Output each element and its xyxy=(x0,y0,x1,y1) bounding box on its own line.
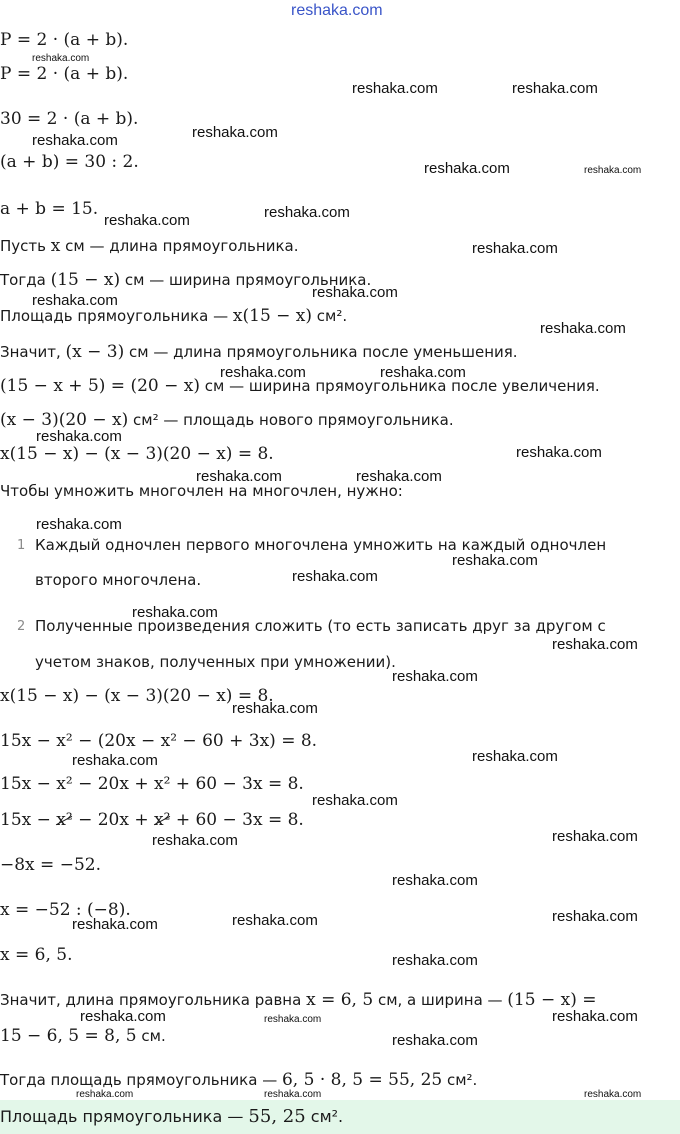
text: Тогда xyxy=(0,271,51,289)
watermark: reshaka.com xyxy=(192,124,278,141)
watermark: reshaka.com xyxy=(32,53,90,64)
watermark: reshaka.com xyxy=(36,428,122,445)
watermark: reshaka.com xyxy=(472,748,558,765)
math: 6, 5 · 8, 5 = 55, 25 xyxy=(281,1070,443,1090)
watermark: reshaka.com xyxy=(356,468,442,485)
watermark: reshaka.com xyxy=(196,468,282,485)
math: − 20x + xyxy=(72,810,155,830)
watermark: reshaka.com xyxy=(72,752,158,769)
text: см² — площадь нового прямоугольника. xyxy=(128,411,454,429)
watermark: reshaka.com xyxy=(552,1008,638,1025)
watermark: reshaka.com xyxy=(264,1014,322,1025)
rule-text: второго многочлена. xyxy=(35,571,202,589)
watermark: reshaka.com xyxy=(512,80,598,97)
watermark: reshaka.com xyxy=(424,160,510,177)
watermark: reshaka.com xyxy=(80,1008,166,1025)
watermark: reshaka.com xyxy=(264,204,350,221)
watermark: reshaka.com xyxy=(552,828,638,845)
math: (15 − x) xyxy=(50,270,121,290)
text: Значит, длина прямоугольника равна xyxy=(0,991,307,1009)
text-line xyxy=(0,306,347,326)
text-line xyxy=(0,990,596,1010)
math: x(15 − x) xyxy=(232,306,313,326)
math: x = 6, 5 xyxy=(306,990,374,1010)
text: см, а ширина — xyxy=(373,991,508,1009)
watermark: reshaka.com xyxy=(32,292,118,309)
math-line: x = 6, 5. xyxy=(0,945,73,965)
text: Пусть xyxy=(0,237,51,255)
watermark: reshaka.com xyxy=(552,636,638,653)
watermark: reshaka.com xyxy=(516,444,602,461)
watermark: reshaka.com xyxy=(152,832,238,849)
math-line: (a + b) = 30 : 2. xyxy=(0,152,139,172)
text: Площадь прямоугольника — xyxy=(0,307,233,325)
math-line: x(15 − x) − (x − 3)(20 − x) = 8. xyxy=(0,686,274,706)
watermark: reshaka.com xyxy=(392,1032,478,1049)
answer-text: см². xyxy=(305,1107,344,1126)
math-line: P = 2 · (a + b). xyxy=(0,30,129,50)
text: см — длина прямоугольника. xyxy=(60,237,299,255)
text: Значит, xyxy=(0,343,66,361)
math: (x − 3)(20 − x) xyxy=(0,410,129,430)
math-line: P = 2 · (a + b). xyxy=(0,64,129,84)
text-line xyxy=(0,342,518,362)
watermark: reshaka.com xyxy=(104,212,190,229)
math: + 60 − 3x = 8. xyxy=(170,810,304,830)
cancelled-term: x² xyxy=(154,810,171,830)
watermark: reshaka.com xyxy=(352,80,438,97)
text: см². xyxy=(312,307,348,325)
math-line: 15x − x² − 20x + x² + 60 − 3x = 8. xyxy=(0,774,304,794)
text-line: Чтобы умножить многочлен на многочлен, нужно: xyxy=(0,482,403,500)
watermark: reshaka.com xyxy=(392,872,478,889)
math-line: 15x − x² − (20x − x² − 60 + 3x) = 8. xyxy=(0,731,318,751)
site-header-watermark: reshaka.com xyxy=(291,2,383,19)
math-line: x = −52 : (−8). xyxy=(0,900,131,920)
watermark: reshaka.com xyxy=(392,952,478,969)
math-line: a + b = 15. xyxy=(0,199,99,219)
math: (x − 3) xyxy=(65,342,125,362)
text-line xyxy=(0,1026,166,1046)
watermark: reshaka.com xyxy=(540,320,626,337)
watermark: reshaka.com xyxy=(32,132,118,149)
watermark: reshaka.com xyxy=(232,912,318,929)
text: Тогда площадь прямоугольника — xyxy=(0,1071,282,1089)
watermark: reshaka.com xyxy=(292,568,378,585)
watermark: reshaka.com xyxy=(132,604,218,621)
watermark: reshaka.com xyxy=(36,516,122,533)
rule-text: Каждый одночлен первого многочлена умножить на каждый одночлен xyxy=(35,536,607,554)
watermark: reshaka.com xyxy=(76,1089,134,1100)
watermark: reshaka.com xyxy=(232,700,318,717)
watermark: reshaka.com xyxy=(584,165,642,176)
text: см. xyxy=(136,1027,166,1045)
watermark: reshaka.com xyxy=(312,792,398,809)
rule-number: 2 xyxy=(17,619,26,634)
math: (15 − x + 5) = (20 − x) xyxy=(0,376,200,396)
watermark: reshaka.com xyxy=(452,552,538,569)
watermark: reshaka.com xyxy=(72,916,158,933)
rule-text: Полученные произведения сложить (то есть записать друг за другом с xyxy=(35,617,606,635)
rule-text: учетом знаков, полученных при умножении). xyxy=(35,653,396,671)
text: см². xyxy=(442,1071,478,1089)
text: см — ширина прямоугольника после увеличения. xyxy=(200,377,600,395)
rule-number: 1 xyxy=(17,538,26,553)
cancelled-term: x² xyxy=(56,810,73,830)
watermark: reshaka.com xyxy=(220,364,306,381)
math-line: −8x = −52. xyxy=(0,855,101,875)
math-line: 30 = 2 · (a + b). xyxy=(0,109,139,129)
math-line: x(15 − x) − (x − 3)(20 − x) = 8. xyxy=(0,444,274,464)
answer-box xyxy=(0,1100,680,1134)
answer-text: Площадь прямоугольника — xyxy=(0,1107,249,1126)
watermark: reshaka.com xyxy=(312,284,398,301)
text: см — длина прямоугольника после уменьшения. xyxy=(124,343,518,361)
watermark: reshaka.com xyxy=(584,1089,642,1100)
text-line xyxy=(0,1070,477,1090)
math: x xyxy=(50,236,61,256)
watermark: reshaka.com xyxy=(472,240,558,257)
math: 15 − 6, 5 = 8, 5 xyxy=(0,1026,137,1046)
text: см — ширина прямоугольника. xyxy=(120,271,372,289)
text-line xyxy=(0,236,298,256)
math: 15x − xyxy=(0,810,57,830)
math: (15 − x) = xyxy=(507,990,597,1010)
watermark: reshaka.com xyxy=(264,1089,322,1100)
math-line xyxy=(0,810,304,830)
watermark: reshaka.com xyxy=(380,364,466,381)
answer-value: 55, 25 xyxy=(248,1106,306,1127)
text-line xyxy=(0,410,454,430)
watermark: reshaka.com xyxy=(392,668,478,685)
watermark: reshaka.com xyxy=(552,908,638,925)
